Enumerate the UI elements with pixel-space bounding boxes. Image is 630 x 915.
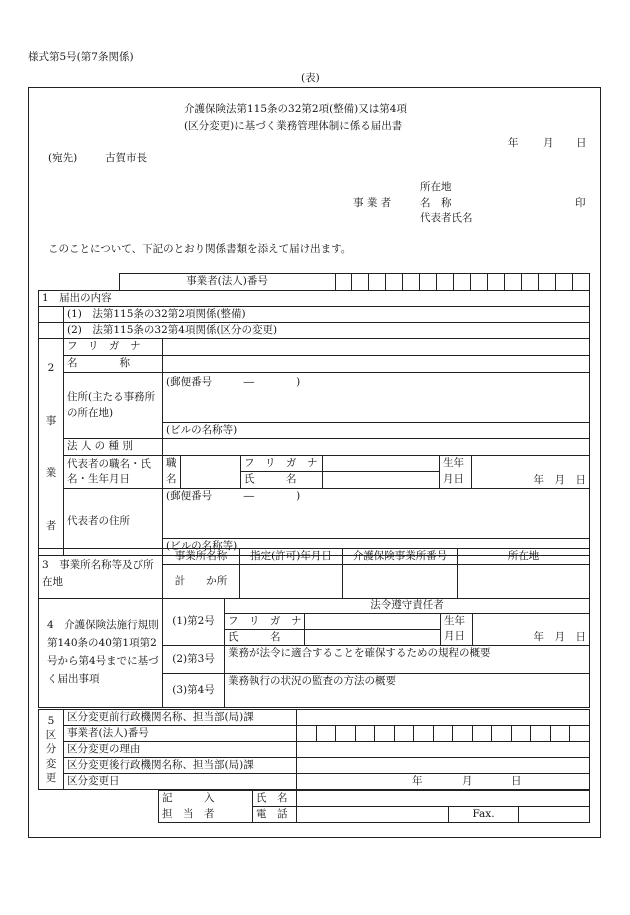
officer-birth-label-2: 月日	[441, 630, 473, 646]
change-day-label: 日	[511, 775, 522, 787]
form-number: 様式第5号(第7条関係)	[28, 51, 134, 63]
change-year-label: 年	[412, 775, 423, 787]
prev-agency-label: 区分変更前行政機関名称、担当部(局)課	[64, 710, 297, 726]
item-3-field[interactable]: 業務が法令に適合することを確保するための規程の概要	[225, 646, 590, 674]
applicant-label: 事 業 者	[353, 197, 392, 209]
date-year-label: 年	[508, 137, 519, 149]
birth-label-2: 月日	[440, 472, 472, 489]
sec5-number-digit[interactable]	[570, 726, 590, 742]
business-number-digit[interactable]	[335, 274, 352, 291]
recorder-fax-field[interactable]	[519, 807, 590, 823]
section-5-label: 5 区 分 変 更	[39, 710, 64, 790]
title-line-2: (区分変更)に基づく業務管理体制に係る届出書	[184, 120, 403, 132]
sec5-number-digit[interactable]	[414, 726, 434, 742]
applicant-address-label: 所在地	[420, 181, 452, 193]
recorder-phone-label: 電 話	[253, 807, 297, 823]
birthdate-field[interactable]: 年 月 日	[472, 456, 590, 489]
business-number-digit[interactable]	[352, 274, 369, 291]
business-number-digit[interactable]	[471, 274, 488, 291]
title-line-1: 介護保険法第115条の32第2項(整備)又は第4項	[184, 103, 407, 115]
section-4-label: 4 介護保険法施行規則第140条の40第1項第2号から第4号までに基づく届出事項	[39, 599, 163, 708]
address-label: 住所(主たる事務所の所在地)	[64, 373, 163, 439]
business-number-digit[interactable]	[572, 274, 589, 291]
section-1-table	[38, 290, 590, 339]
recorder-fax-label: Fax.	[449, 807, 519, 823]
change-reason-label: 区分変更の理由	[64, 742, 297, 758]
officer-birth-label: 生年	[441, 614, 473, 630]
business-name-field[interactable]	[163, 356, 590, 373]
change-date-field[interactable]	[297, 774, 590, 790]
applicant-name-label: 名 称	[420, 197, 452, 209]
business-number-digit[interactable]	[403, 274, 420, 291]
representative-info-label: 代表者の職名・氏名・生年月日	[64, 456, 163, 489]
officer-furigana-field[interactable]	[305, 614, 441, 630]
business-number-digit[interactable]	[521, 274, 538, 291]
sec5-business-number-label: 事業者(法人)番号	[64, 726, 297, 742]
corp-type-field[interactable]	[163, 439, 590, 456]
section-3-table	[38, 548, 590, 599]
recorder-label: 記 入 担 当 者	[159, 791, 253, 823]
rep-address-label: 代表者の住所	[64, 489, 163, 556]
sec5-number-digit[interactable]	[433, 726, 453, 742]
compliance-officer-header: 法令遵守責任者	[225, 599, 590, 614]
seal-mark: 印	[575, 197, 586, 209]
sec5-number-digit[interactable]	[472, 726, 492, 742]
recorder-name-label: 氏 名	[253, 791, 297, 807]
section-2-table	[38, 338, 590, 556]
addressee-prefix: (宛先)	[48, 152, 78, 164]
sec5-number-digit[interactable]	[355, 726, 375, 742]
business-number-digit[interactable]	[437, 274, 454, 291]
representative-label: 代表者氏名	[420, 212, 473, 224]
section-3-label: 3 事業所名称等及び所在地	[39, 549, 163, 599]
building-name-field[interactable]: (ビルの名称等)	[163, 423, 590, 439]
business-name-label: 名 称	[64, 356, 163, 373]
item-4-field[interactable]: 業務執行の状況の監査の方法の概要	[225, 674, 590, 708]
officer-name-label: 氏 名	[225, 630, 305, 646]
corp-type-label: 法 人 の 種 別	[64, 439, 163, 456]
business-number-digit[interactable]	[538, 274, 555, 291]
furigana-field[interactable]	[163, 339, 590, 356]
office-number-header: 介護保険事業所番号	[343, 549, 458, 565]
sec5-number-digit[interactable]	[531, 726, 551, 742]
business-number-label: 事業者(法人)番号	[119, 274, 335, 291]
next-agency-label: 区分変更後行政機関名称、担当部(局)課	[64, 758, 297, 774]
office-location-field[interactable]	[458, 565, 590, 599]
page-side-label: (表)	[301, 72, 320, 84]
prev-agency-field[interactable]	[297, 710, 590, 726]
recorder-phone-field[interactable]	[297, 807, 449, 823]
office-count-field[interactable]: 計 か所	[163, 565, 240, 599]
business-number-digit[interactable]	[454, 274, 471, 291]
rep-furigana-label: フ リ ガ ナ	[241, 456, 323, 472]
rep-furigana-field[interactable]	[323, 456, 440, 472]
sec5-number-digit[interactable]	[394, 726, 414, 742]
section-1-option-1[interactable]: (1) 法第115条の32第2項関係(整備)	[64, 307, 590, 323]
sec5-number-digit[interactable]	[550, 726, 570, 742]
postal-code-field[interactable]: (郵便番号 ― )	[163, 373, 590, 423]
business-number-digit[interactable]	[505, 274, 522, 291]
date-day-label: 日	[576, 137, 587, 149]
office-number-field[interactable]	[343, 565, 458, 599]
item-4-label: (3)第4号	[163, 674, 225, 708]
office-name-header: 事業所名称	[163, 549, 240, 565]
post-field[interactable]	[181, 456, 241, 489]
post-label: 職	[163, 456, 181, 472]
recorder-name-field[interactable]	[297, 791, 590, 807]
change-month-label: 月	[462, 775, 473, 787]
next-agency-field[interactable]	[297, 758, 590, 774]
section-1-option-2[interactable]: (2) 法第115条の32第4項関係(区分の変更)	[64, 323, 590, 339]
furigana-label: フ リ ガ ナ	[64, 339, 163, 356]
officer-birthdate-field[interactable]: 年 月 日	[473, 614, 590, 646]
sec5-number-digit[interactable]	[511, 726, 531, 742]
section-1-heading: 1 届出の内容	[39, 291, 590, 307]
addressee-name: 古賀市長	[105, 152, 147, 164]
date-month-label: 月	[543, 137, 554, 149]
post-label-2: 名	[163, 472, 181, 489]
section-2-label: 2 事 業 者	[39, 339, 64, 556]
designation-date-field[interactable]	[240, 565, 343, 599]
item-3-label: (2)第3号	[163, 646, 225, 674]
sec5-number-digit[interactable]	[336, 726, 356, 742]
rep-postal-field[interactable]: (郵便番号 ― )	[163, 489, 590, 539]
sec5-number-digit[interactable]	[297, 726, 317, 742]
change-date-label: 区分変更日	[64, 774, 297, 790]
section-4-table	[38, 598, 590, 708]
rep-name-field[interactable]	[323, 472, 440, 489]
sec5-number-digit[interactable]	[375, 726, 395, 742]
change-reason-field[interactable]	[297, 742, 590, 758]
section-5-table	[38, 709, 590, 790]
business-number-digit[interactable]	[369, 274, 386, 291]
officer-furigana-label: フ リ ガ ナ	[225, 614, 305, 630]
business-number-digit[interactable]	[386, 274, 403, 291]
office-location-header: 所在地	[458, 549, 590, 565]
officer-name-field[interactable]	[305, 630, 441, 646]
rep-name-label: 氏 名	[241, 472, 323, 489]
intro-text: このことについて、下記のとおり関係書類を添えて届け出ます。	[48, 243, 352, 255]
item-2-label: (1)第2号	[163, 599, 225, 646]
sec5-number-digit[interactable]	[492, 726, 512, 742]
business-number-digit[interactable]	[488, 274, 505, 291]
business-number-table	[38, 273, 590, 291]
sec5-number-digit[interactable]	[316, 726, 336, 742]
designation-date-header: 指定(許可)年月日	[240, 549, 343, 565]
rep-building-field[interactable]: (ビルの名称等)	[163, 539, 590, 556]
birth-label: 生年	[440, 456, 472, 472]
recorder-table	[158, 790, 590, 823]
business-number-digit[interactable]	[555, 274, 572, 291]
sec5-number-digit[interactable]	[453, 726, 473, 742]
business-number-digit[interactable]	[420, 274, 437, 291]
